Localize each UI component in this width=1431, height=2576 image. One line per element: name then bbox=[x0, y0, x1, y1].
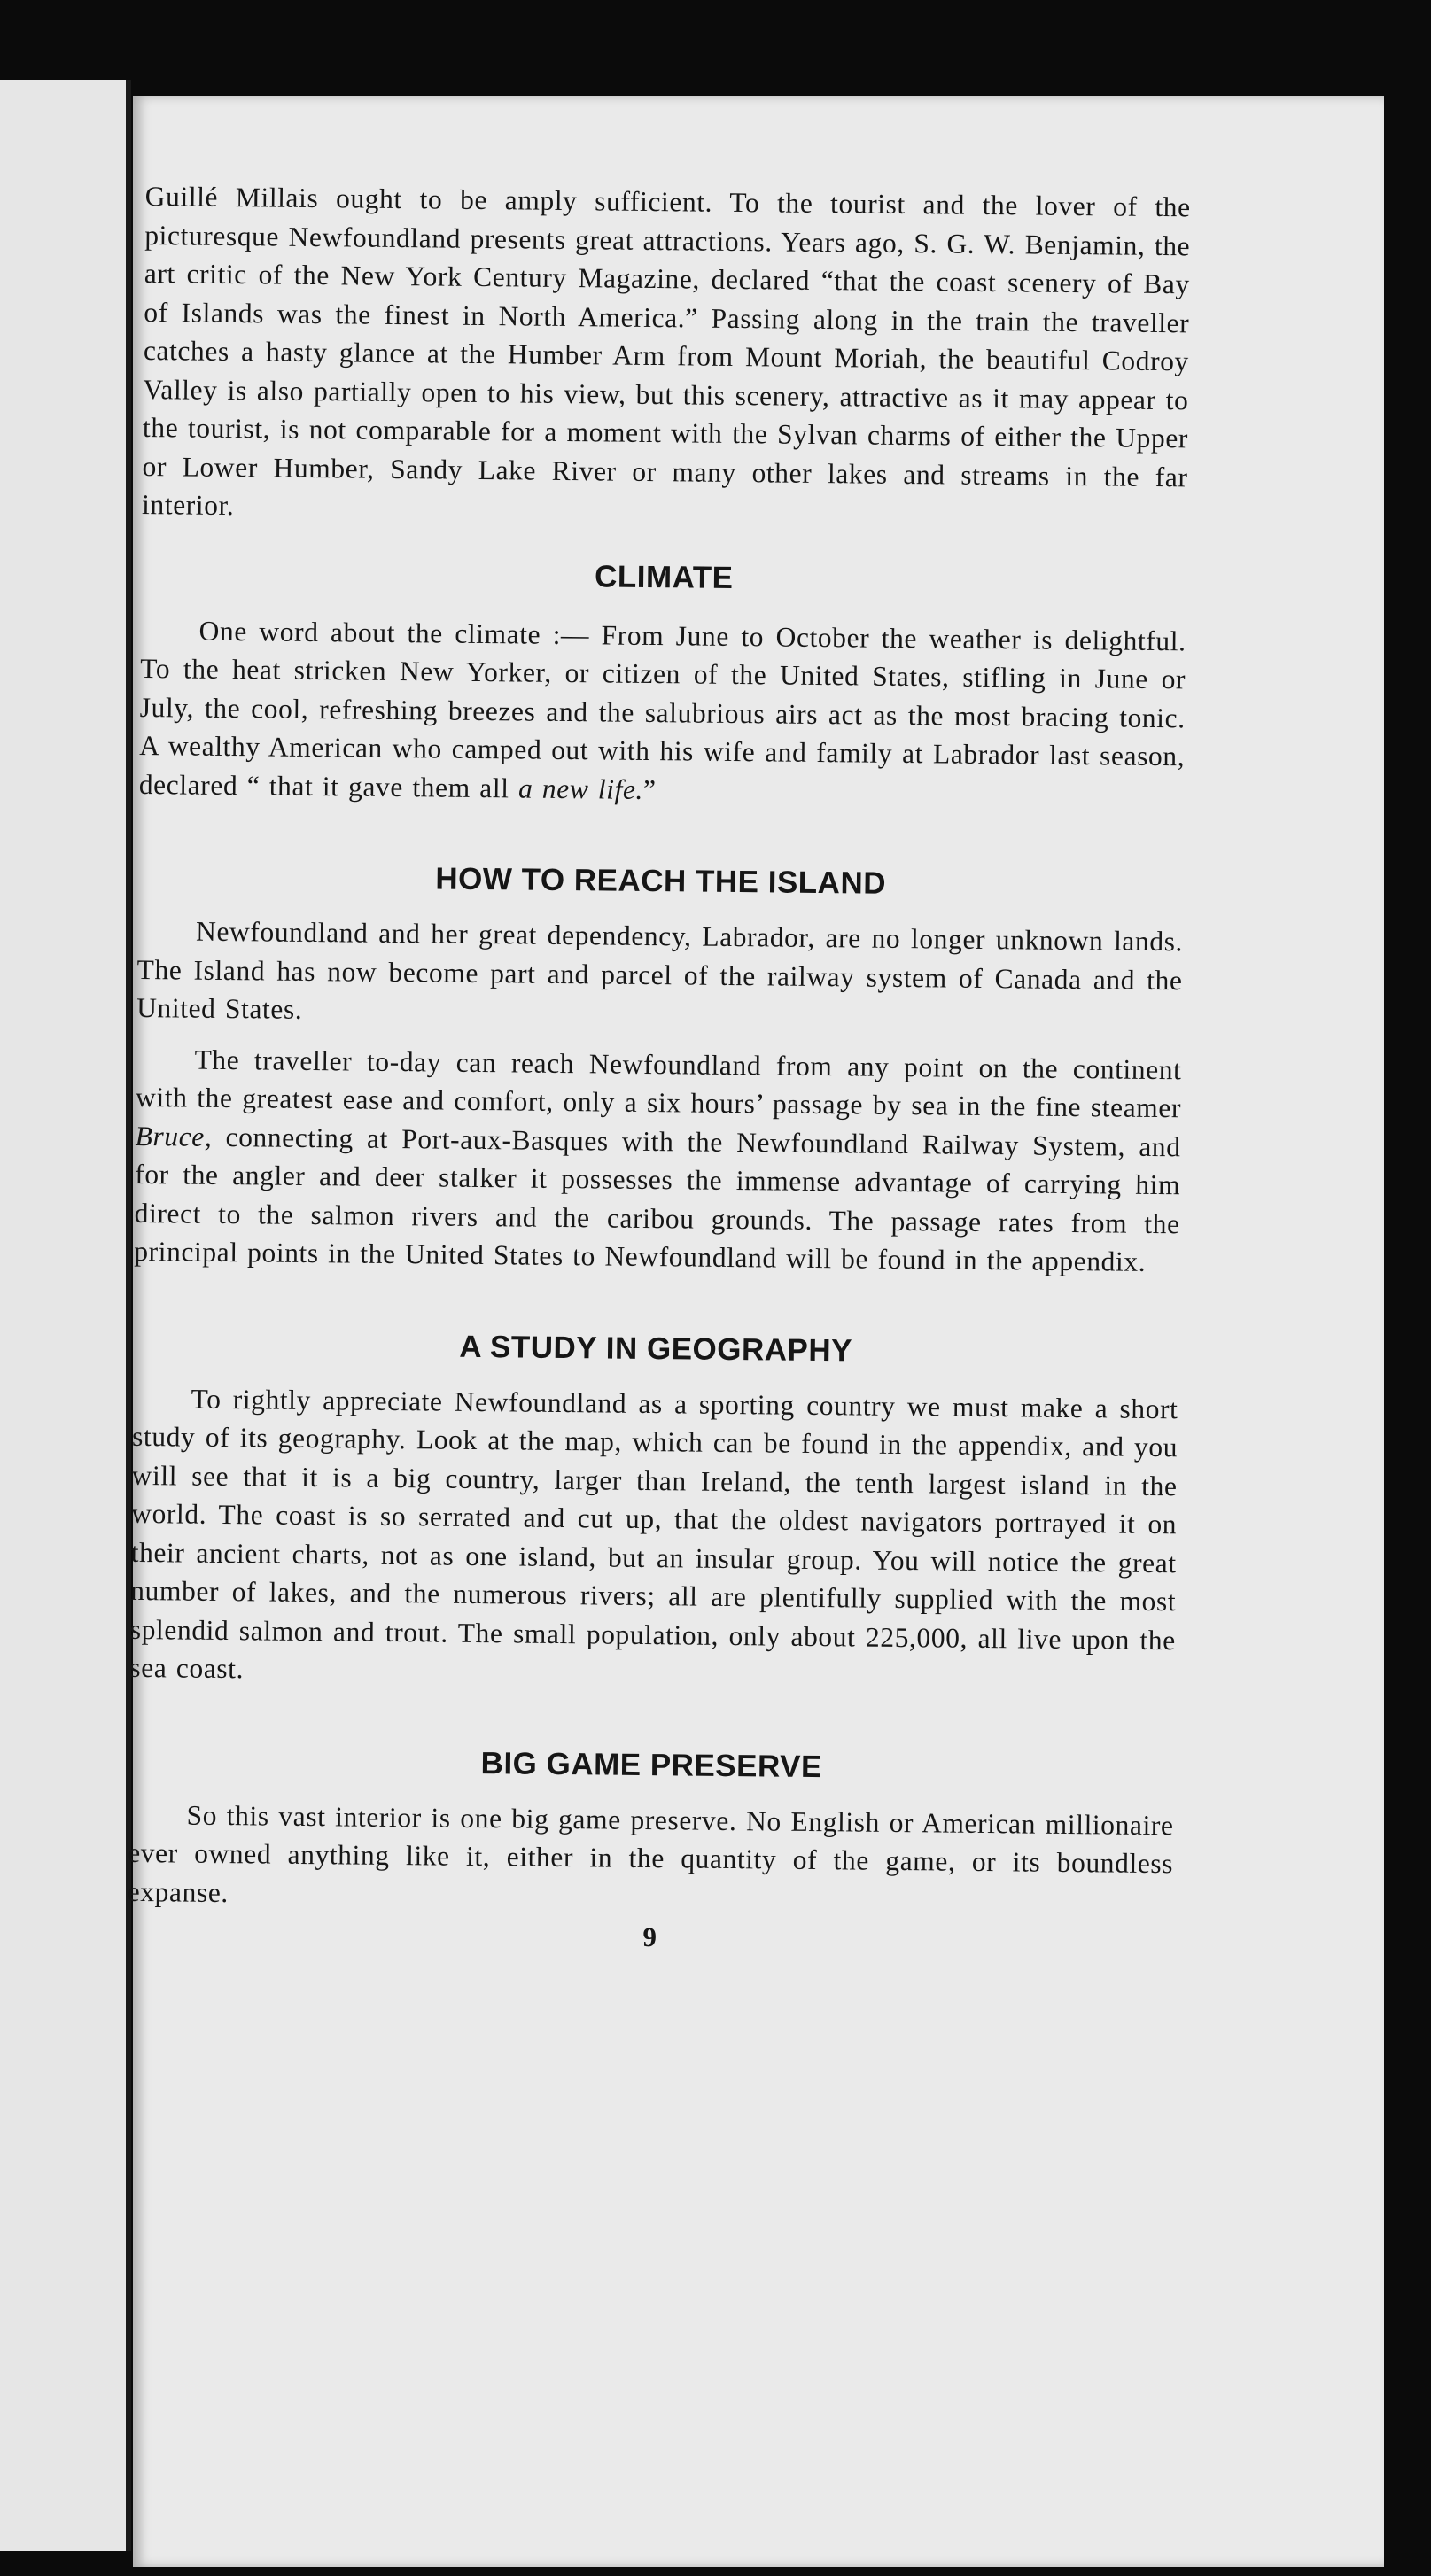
climate-text: One word about the climate :— From June to October the weather is delightful. To the heat stricken New Yorker, or citizen of the United States, stifling in June or July, the cool, refreshing breezes and the salubrious airs act as the most bracing tonic. A wealthy American who camped out with his wife and family at Labrador last season, declared “ that it gave them all bbox=[138, 615, 1186, 803]
climate-close-quote: ” bbox=[642, 773, 657, 805]
facing-page-edge bbox=[0, 80, 131, 2551]
climate-paragraph bbox=[139, 610, 1186, 814]
heading-how-to-reach: HOW TO REACH THE ISLAND bbox=[435, 861, 887, 901]
climate-emphasis: a new life. bbox=[517, 772, 644, 805]
steamer-name: Bruce, bbox=[135, 1120, 213, 1152]
reach-text-before: The traveller to-day can reach Newfoundland from any point on the continent with the greatest ease and comfort, only a six hours’ passage by sea in the fine steamer bbox=[135, 1044, 1182, 1124]
big-game-paragraph: So this vast interior is one big game preserve. No English or American millionaire ever owned anything like it, either in the quantity of the game, or its boundless expanse. bbox=[127, 1799, 1174, 1908]
intro-paragraph: Guillé Millais ought to be amply sufficient. To the tourist and the lover of the picturesque Newfoundland presents great attractions. Years ago, S. G. W. Benjamin, the art critic of the New York Century Magazine, declared “that the coast scenery of Bay of Islands was the finest in North America.” Passing along in the train the traveller catches a hasty glance at the Humber Arm from Mount Moriah, the beautiful Codroy Valley is also partially open to his view, but this scenery, attractive as it may appear to the tourist, is not comparable for a moment with the Sylvan charms of either the Upper or Lower Humber, Sandy Lake River or many other lakes and streams in the far interior. bbox=[141, 180, 1191, 522]
page-content bbox=[127, 177, 1191, 1959]
reach-text-after: connecting at Port-aux-Basques with the Newfoundland Railway System, and for the angler and deer stalker it possesses the immense advantage of carrying him direct to the salmon rivers and the caribou grounds. The passage rates from the principal points in the United States to Newfoundland will be found in the appendix. bbox=[134, 1121, 1181, 1277]
geography-paragraph: To rightly appreciate Newfoundland as a sporting country we must make a short study of its geography. Look at the map, which can be found in the appendix, and you will see that it is a big country, larger than Ireland, the tenth largest island in the world. The coast is so serrated and cut up, that the oldest navigators portrayed it on their ancient charts, not as one island, but an insular group. You will notice the great number of lakes, and the numerous rivers; all are plentifully supplied with the most splendid salmon and trout. The small population, only about 225,000, all live upon the sea coast. bbox=[129, 1383, 1178, 1685]
heading-geography: A STUDY IN GEOGRAPHY bbox=[459, 1329, 853, 1368]
reach-paragraph-1: Newfoundland and her great dependency, Labrador, are no longer unknown lands. The Island has now become part and parcel of the railway system of Canada and the United States. bbox=[136, 915, 1184, 1025]
reach-paragraph-2 bbox=[134, 1039, 1182, 1281]
heading-climate: CLIMATE bbox=[594, 558, 734, 595]
heading-big-game: BIG GAME PRESERVE bbox=[480, 1745, 823, 1784]
page-number: 9 bbox=[642, 1920, 657, 1953]
